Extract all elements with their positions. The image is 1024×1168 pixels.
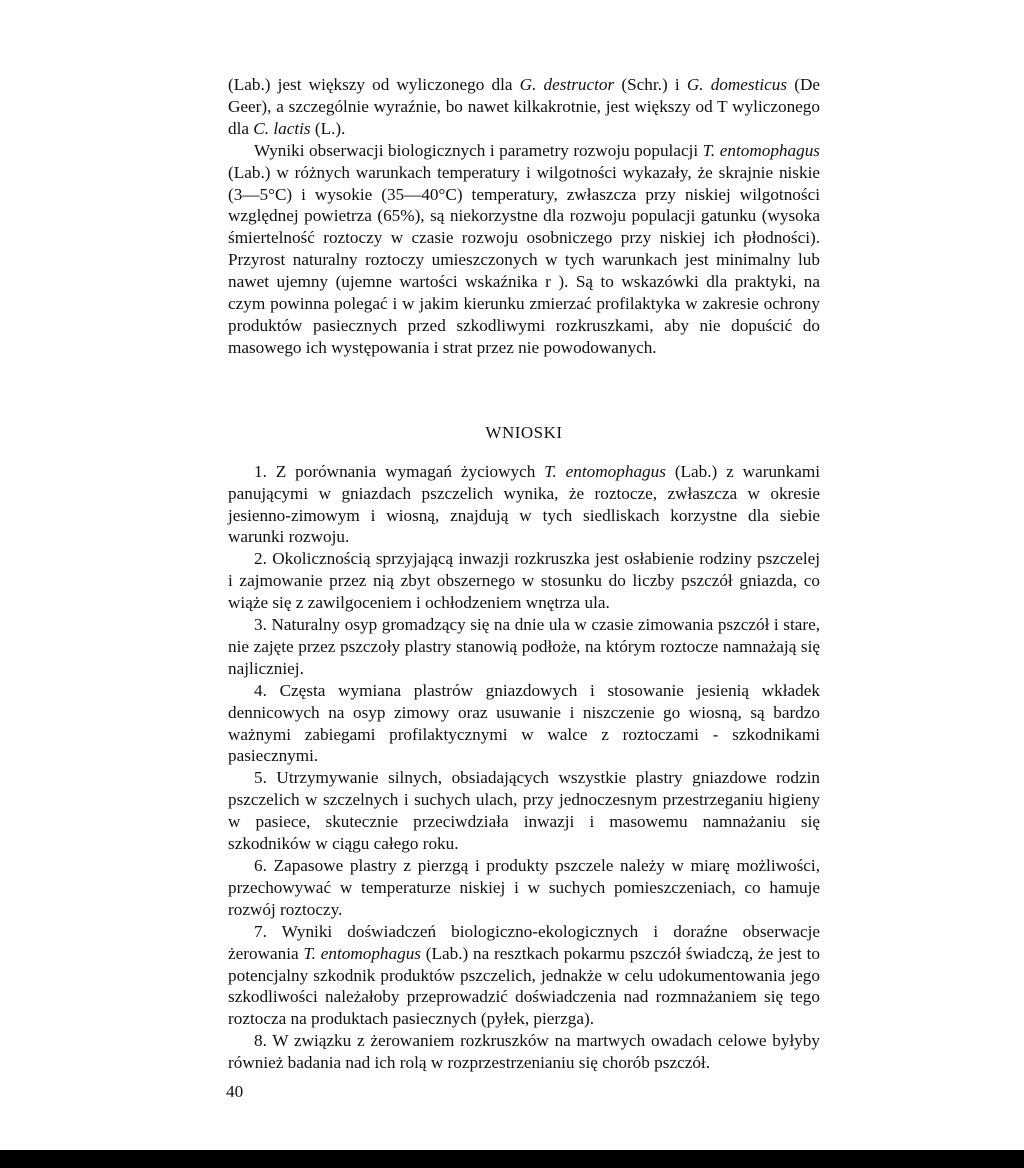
conclusion-3: 3. Naturalny osyp gromadzący się na dnie ula w czasie zimowania pszczół i stare, nie zajęte przez pszczoły plastry stanowią podłoże, na którym roztocze namnażają się najliczniej. — [228, 615, 820, 678]
species-name: C. lactis — [253, 118, 311, 138]
conclusion-5: 5. Utrzymywanie silnych, obsiadających wszystkie plastry gniazdowe rodzin pszczelich w szczelnych i suchych ulach, przy jednoczesnym przestrzeganiu higieny w pasiece, skutecznie przeciwdziała inwazji i masowemu namnażaniu się szkodników w ciągu całego roku. — [228, 768, 820, 854]
text-run: 7. Wyniki doświadczeń biologiczno-ekologicznych i doraźne obserwacje żerowania — [228, 921, 820, 963]
text-run: Wyniki obserwacji biologicznych i parametry rozwoju populacji — [254, 140, 703, 160]
text-run: 1. Z porównania wymagań życiowych — [254, 461, 545, 481]
conclusion-8: 8. W związku z żerowaniem rozkruszków na martwych owadach celowe byłyby również badania nad ich rolą w rozprzestrzenianiu się chorób pszczół. — [228, 1031, 820, 1073]
page-body — [228, 74, 820, 1074]
species-name: T. entomophagus — [702, 140, 820, 160]
intro-paragraph-1 — [228, 74, 820, 140]
intro-paragraph-2 — [228, 140, 820, 359]
text-run: (Schr.) i — [614, 75, 687, 94]
conclusion-6: 6. Zapasowe plastry z pierzgą i produkty pszczele należy w miarę możliwości, przechowywać w temperaturze niskiej i w suchych pomieszczeniach, co hamuje rozwój roztoczy. — [228, 856, 820, 919]
text-run: (Lab.) w różnych warunkach temperatury i wilgotności wykazały, że skrajnie niskie (3—5°C) i wysokie (35—40°C) temperatury, zwłaszcza przy niskiej wilgotności względnej powietrza (65%), są niekorzystne dla rozwoju populacji gatunku (wysoka śmiertelność roztoczy w czasie rozwoju osobniczego przy niskiej ich płodności). Przyrost naturalny roztoczy umieszczonych w tych warunkach jest minimalny lub nawet ujemny (ujemne wartości wskaźnika r ). Są to wskazówki dla praktyki, na czym powinna polegać i w jakim kierunku zmierzać profilaktyka w zakresie ochrony produktów pasiecznych przed szkodliwymi rozkruszkami, aby nie dopuścić do masowego ich występowania i strat przez nie powodowanych. — [228, 162, 820, 357]
species-name: T. entomophagus — [303, 943, 422, 963]
page-number: 40 — [226, 1082, 244, 1101]
species-name: G. destructor — [519, 75, 615, 94]
text-run: (Lab.) z warunkami panującymi w gniazdach pszczelich wynika, że roztocze, zwłaszcza w okresie jesienno-zimowym i wiosną, znajdują w tych siedliskach korzystne dla siebie warunki rozwoju. — [228, 461, 820, 547]
conclusion-1 — [228, 461, 820, 549]
text-run: (Lab.) na resztkach pokarmu pszczół świadczą, że jest to potencjalny szkodnik produktów pszczelich, jednakże w celu udokumentowania jego szkodliwości należałoby przeprowadzić doświadczenia nad rozmnażaniem się tego roztocza na produktach pasiecznych (pyłek, pierzga). — [228, 943, 820, 1029]
conclusion-2: 2. Okolicznością sprzyjającą inwazji rozkruszka jest osłabienie rodziny pszczelej i zajmowanie przez nią zbyt obszernego w stosunku do liczby pszczół gniazda, co wiąże się z zawilgoceniem i ochłodzeniem wnętrza ula. — [228, 549, 820, 613]
conclusion-7 — [228, 921, 820, 1031]
species-name: T. entomophagus — [544, 461, 666, 481]
species-name: G. domesticus — [686, 75, 788, 94]
section-heading: WNIOSKI — [485, 422, 563, 442]
text-run: (L.). — [310, 118, 346, 138]
text-run: (Lab.) jest większy od wyliczonego dla — [228, 75, 520, 94]
text-run: (De Geer), a szczególnie wyraźnie, bo nawet kilkakrotnie, jest większy od T wyliczonego dla — [228, 75, 821, 138]
conclusion-4: 4. Częsta wymiana plastrów gniazdowych i stosowanie jesienią wkładek dennicowych na osyp zimowy oraz usuwanie i niszczenie go wiosną, są bardzo ważnymi zabiegami profilaktycznymi w walce z roztoczami - szkodnikami pasiecznymi. — [228, 680, 820, 766]
scan-border — [0, 1150, 1024, 1168]
